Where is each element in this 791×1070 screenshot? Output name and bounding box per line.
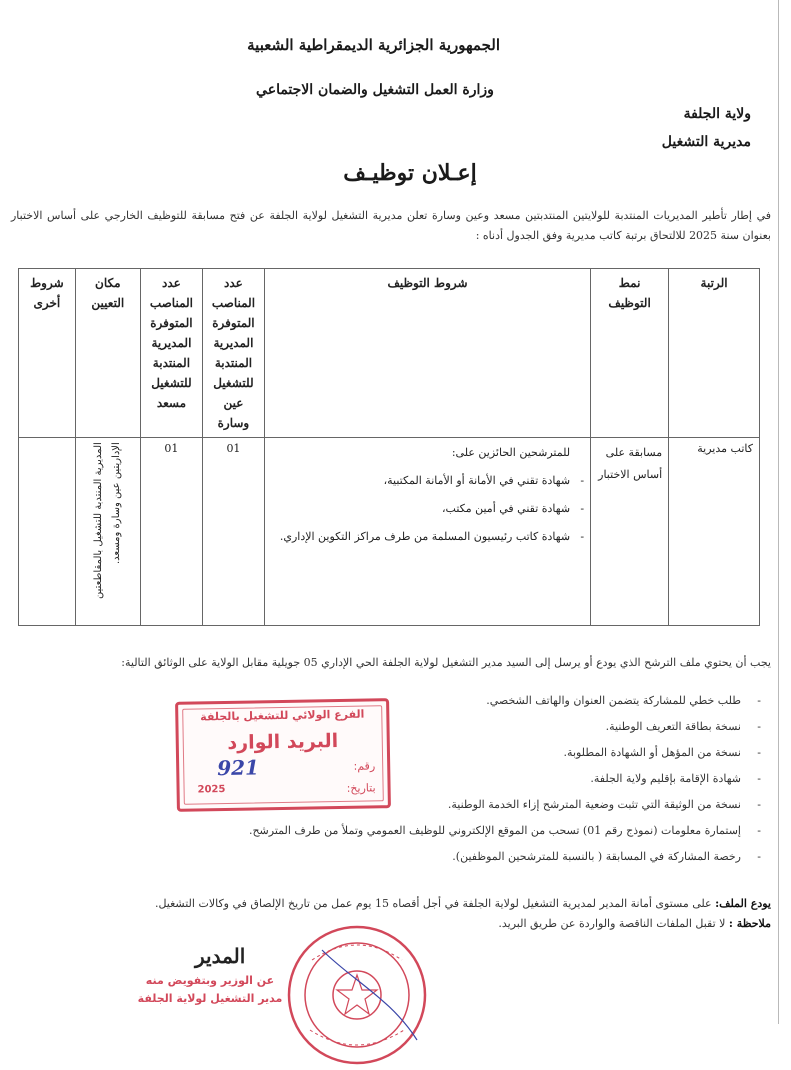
list-item: - شهادة الإقامة بإقليم ولاية الجلفة. (201, 766, 761, 792)
header-posts-ain-oussara: عدد المناصب المتوفرة المديرية المنتدبة للتشغيل عين وسارة (202, 269, 264, 438)
header-place: مكان التعيين (75, 269, 140, 438)
header-rank: الرتبة (669, 269, 760, 438)
place-text: المديرية المنتدبة للتشغيل بالمقاطعتين الإداريتين عين وسارة ومسعد. (92, 442, 122, 599)
cell-place (75, 438, 140, 626)
wilaya-label: ولاية الجلفة (683, 106, 751, 122)
ministry-header: وزارة العمل التشغيل والضمان الاجتماعي (256, 82, 494, 98)
delegation-line1: عن الوزير وبتفويض منه (145, 974, 275, 987)
stamp-number: 921 (217, 755, 260, 781)
page-title: إعـلان توظيـف (343, 160, 477, 186)
cell-mode: مسابقة على أساس الاختبار (591, 438, 669, 626)
director-title: المدير (195, 944, 246, 968)
note-text: لا تقبل الملفات الناقصة والواردة عن طريق البريد. (498, 917, 726, 930)
table-row (19, 438, 760, 626)
cell-rank: كاتب مديرية (669, 438, 760, 626)
page-edge-line (778, 0, 779, 1024)
condition-item: - شهادة تقني في الأمانة أو الأمانة المكتبية، (271, 470, 570, 492)
stamp-line1: الفرع الولائي للتشغيل بالجلفة (200, 707, 365, 724)
list-item: - إستمارة معلومات (نموذج رقم 01) تسحب من الموقع الإلكتروني للوظيف العمومي وتملأ من طرف المترشح. (201, 818, 761, 844)
intro-paragraph: في إطار تأطير المديريات المنتدبة للولايتين المنتدبتين مسعد وعين وسارة تعلن مديرية التشغيل لولاية الجلفة عن فتح مسابقة للتوظيف الخارجي على أساس الاختبار بعنوان سنة 2025 للالتحاق برتبة كاتب مديرية وفق الجدول أدناه : (11, 209, 771, 242)
conditions-list (271, 442, 584, 548)
list-item: - نسخة من المؤهل أو الشهادة المطلوبة. (201, 740, 761, 766)
list-item: - نسخة من الوثيقة التي تثبت وضعية المترشح إزاء الخدمة الوطنية. (201, 792, 761, 818)
conditions-lead: للمترشحين الحائزين على: (451, 446, 571, 459)
filing-text: على مستوى أمانة المدير لمديرية التشغيل لولاية الجلفة في أجل أقصاه 15 يوم عمل من تاريخ الإلصاق في وكالات التشغيل. (154, 897, 712, 910)
header-other: شروط أخرى (19, 269, 76, 438)
stamp-line2: البريد الوارد (227, 730, 339, 754)
list-item: - رخصة المشاركة في المسابقة ( بالنسبة للمترشحين الموظفين). (201, 844, 761, 870)
list-item: - نسخة بطاقة التعريف الوطنية. (201, 714, 761, 740)
stamp-number-label: رقم: (353, 759, 376, 773)
documents-intro: يجب أن يحتوي ملف الترشح الذي يودع أو يرسل إلى السيد مدير التشغيل لولاية الجلفة الحي الإداري 05 جويلية مقابل الولاية على الوثائق التالية: (121, 656, 771, 669)
cell-posts-ain-oussara: 01 (202, 438, 264, 626)
filing-line (11, 894, 771, 914)
stamp-year: 2025 (197, 784, 226, 796)
filing-label: يودع الملف: (715, 897, 771, 910)
note-label: ملاحظة : (728, 917, 771, 930)
table-header-row (19, 269, 760, 438)
delegation-line2: مدير التشغيل لولاية الجلفة (137, 992, 283, 1005)
received-mail-stamp (175, 698, 391, 812)
condition-item: - شهادة كاتب رئيسيون المسلمة من طرف مراكز التكوين الإداري. (271, 526, 570, 548)
directorate-label: مديرية التشغيل (661, 134, 751, 150)
header-mode: نمط التوظيف (591, 269, 669, 438)
stamp-date-label: بتاريخ: (346, 781, 376, 795)
cell-other (19, 438, 76, 626)
header-posts-messaad: عدد المناصب المتوفرة المديرية المنتدبة للتشغيل مسعد (140, 269, 202, 438)
condition-item: - شهادة تقني في أمين مكتب، (271, 498, 570, 520)
cell-posts-messaad: 01 (140, 438, 202, 626)
recruitment-table (18, 268, 760, 626)
header-conditions: شروط التوظيف (264, 269, 590, 438)
cell-conditions (264, 438, 590, 626)
republic-header: الجمهورية الجزائرية الديمقراطية الشعبية (247, 36, 500, 54)
list-item: - طلب خطي للمشاركة يتضمن العنوان والهاتف الشخصي. (201, 688, 761, 714)
